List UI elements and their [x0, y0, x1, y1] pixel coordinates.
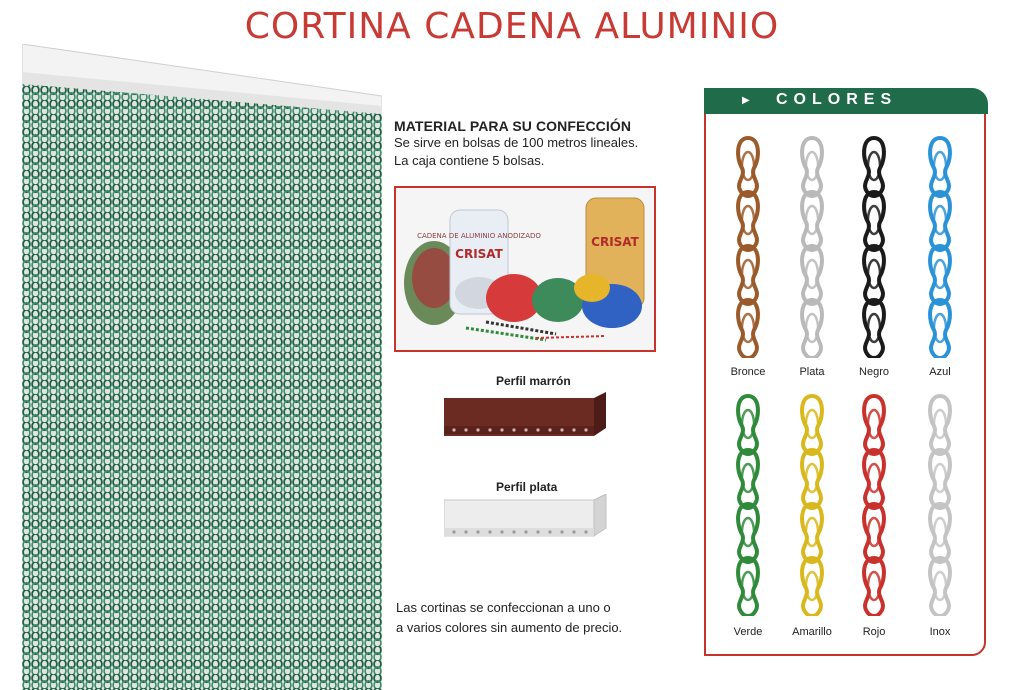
- play-arrow-icon: ▶: [742, 95, 750, 106]
- chain-swatch-negro: [858, 132, 890, 363]
- color-label-negro: Negro: [859, 366, 889, 378]
- material-line-1: Se sirve en bolsas de 100 metros lineales.: [394, 135, 639, 150]
- chain-link-inner: [742, 518, 754, 546]
- chain-link-inner: [868, 152, 880, 180]
- chain-link-inner: [934, 152, 946, 180]
- chain-link-inner: [868, 464, 880, 492]
- material-line-2: La caja contiene 5 bolsas.: [394, 153, 545, 168]
- chain-link-inner: [934, 464, 946, 492]
- colors-header-label: COLORES: [776, 91, 898, 108]
- chain-link-inner: [868, 518, 880, 546]
- profile-silver-image: [444, 494, 608, 549]
- chain-link-inner: [868, 260, 880, 288]
- chain-link-inner: [806, 518, 818, 546]
- color-label-verde: Verde: [733, 626, 763, 638]
- chain-swatch-inox: [924, 390, 956, 621]
- chain-swatch-azul: [924, 132, 956, 363]
- chain-link-inner: [934, 410, 946, 438]
- material-heading: MATERIAL PARA SU CONFECCIÓN: [394, 118, 632, 134]
- chain-link-inner: [934, 260, 946, 288]
- color-label-inox: Inox: [929, 626, 951, 638]
- chain-link-inner: [742, 314, 754, 342]
- chain-link-inner: [742, 572, 754, 600]
- chain-link-inner: [742, 464, 754, 492]
- chain-swatch-bronce: [732, 132, 764, 363]
- profile-label-brown: Perfil marrón: [496, 374, 571, 388]
- chain-link-inner: [934, 314, 946, 342]
- chain-link-inner: [934, 572, 946, 600]
- chain-link-inner: [806, 260, 818, 288]
- chain-link-inner: [868, 314, 880, 342]
- profile-brown-image: [444, 392, 608, 447]
- chain-link-inner: [934, 206, 946, 234]
- chain-swatch-rojo: [858, 390, 890, 621]
- chain-link-inner: [742, 152, 754, 180]
- chain-link-inner: [742, 206, 754, 234]
- customization-note: [396, 598, 622, 638]
- chain-link-inner: [806, 152, 818, 180]
- chain-link-inner: [868, 206, 880, 234]
- bag-brand-1: CRISAT: [455, 247, 503, 261]
- chain-swatch-plata: [796, 132, 828, 363]
- chain-link-inner: [742, 260, 754, 288]
- note-line-1: Las cortinas se confeccionan a uno o: [396, 600, 611, 615]
- color-label-amarillo: Amarillo: [792, 626, 832, 638]
- bag-brand-2: CRISAT: [591, 235, 639, 249]
- chain-swatch-verde: [732, 390, 764, 621]
- profile-label-silver: Perfil plata: [496, 480, 558, 494]
- chain-link-inner: [806, 314, 818, 342]
- color-label-azul: Azul: [929, 366, 951, 378]
- note-line-2: a varios colores sin aumento de precio.: [396, 620, 623, 635]
- bag-text-1: CADENA DE ALUMINIO ANODIZADO: [417, 232, 541, 240]
- chain-link-inner: [868, 410, 880, 438]
- colors-header: [704, 88, 988, 114]
- color-label-rojo: Rojo: [862, 626, 886, 638]
- chain-link-inner: [742, 410, 754, 438]
- chain-swatch-amarillo: [796, 390, 828, 621]
- bags-photo: [394, 186, 656, 352]
- color-label-plata: Plata: [799, 366, 825, 378]
- chain-link-inner: [868, 572, 880, 600]
- chain-link-inner: [806, 410, 818, 438]
- color-label-bronce: Bronce: [730, 366, 766, 378]
- curtain-image: [22, 44, 382, 690]
- chain-link-inner: [934, 518, 946, 546]
- chain-link-inner: [806, 206, 818, 234]
- page-title: CORTINA CADENA ALUMINIO: [244, 6, 780, 47]
- material-info: [394, 118, 674, 170]
- chain-link-inner: [806, 464, 818, 492]
- chain-link-inner: [806, 572, 818, 600]
